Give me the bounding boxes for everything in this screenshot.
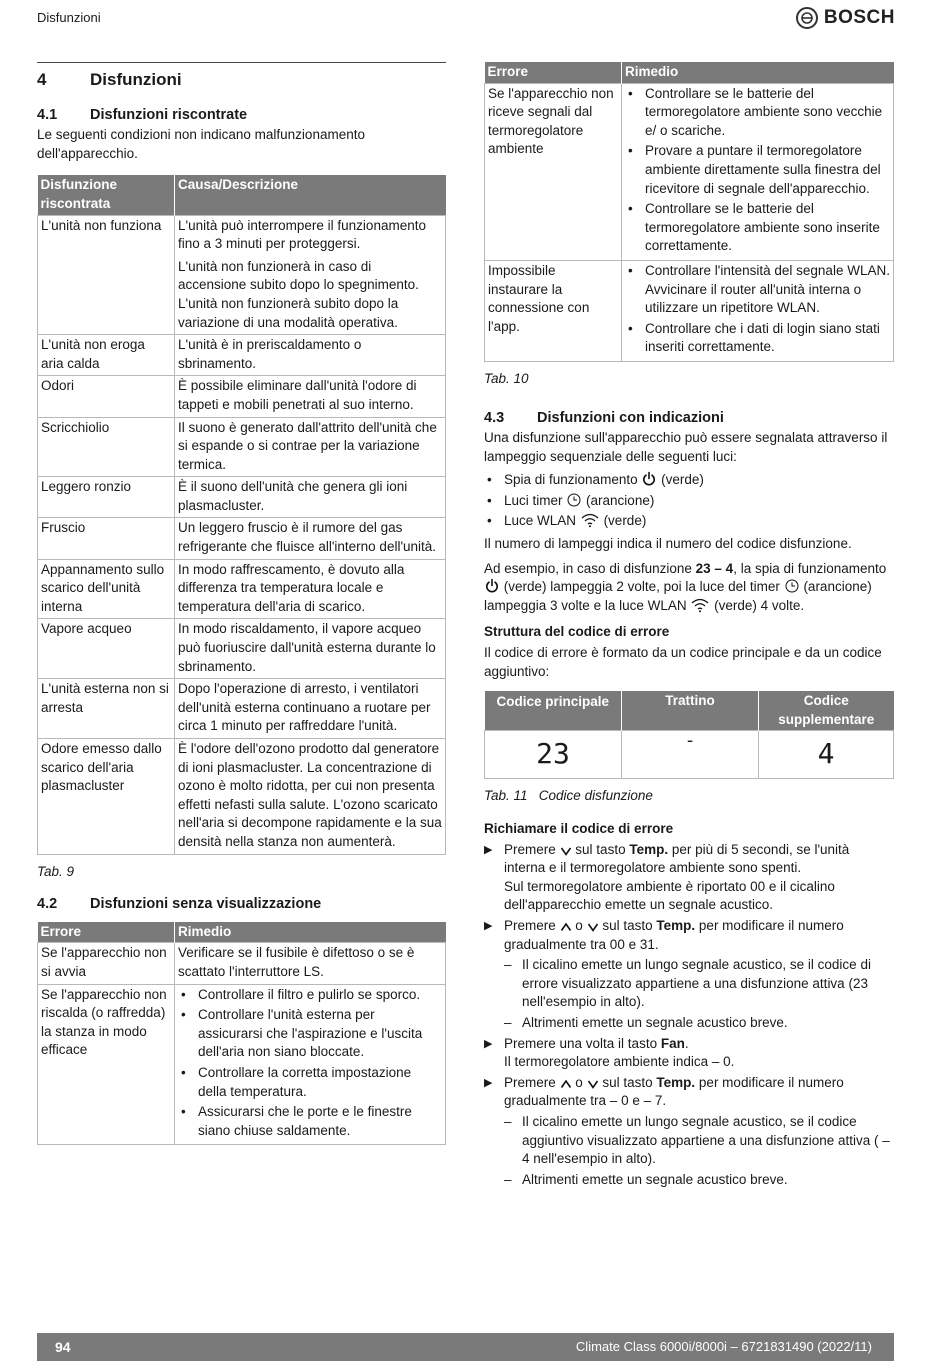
chevron-up-icon — [560, 1078, 572, 1090]
chevron-down-icon — [587, 921, 599, 933]
table-cell — [175, 477, 446, 518]
section-4-3-intro: Una disfunzione sull'apparecchio può essere segnalata attraverso il lampeggio sequenziale delle seguenti luci: — [484, 430, 888, 464]
chevron-down-icon — [587, 1078, 599, 1090]
table-row — [38, 739, 446, 855]
cell-paragraph: Un leggero fruscio è il rumore del gas refrigerante che fluisce all'interno dell'unità. — [178, 520, 437, 555]
list-item: • Spia di funzionamento (verde) — [484, 471, 894, 490]
remedy-list — [625, 262, 890, 357]
table-row — [485, 83, 894, 260]
table-cell: Leggero ronzio — [38, 477, 175, 518]
cell-paragraph: In modo raffrescamento, è dovuto alla differenza tra temperatura locale e temperatura dell'aria di scarico. — [178, 561, 405, 614]
cell-paragraph: È possibile eliminare dall'unità l'odore di tappeti e mobili penetrati al suo interno. — [178, 378, 417, 412]
table-cell — [622, 260, 894, 361]
table-cell — [175, 215, 446, 335]
table-row — [38, 679, 446, 739]
step-item: ▶ Premere o sul tasto Temp. per modificare il numero gradualmente tra – 0 e – 7. – Il cicalino emette un lungo segnale acustico, se il codice aggiuntivo visualizzato appartiene a una disfunzione attiva ( – 4 nell'esempio in alto). – Altrimenti emette un segnale acustico breve. — [484, 1074, 894, 1190]
power-icon — [484, 578, 500, 594]
table-row — [38, 215, 446, 335]
table-row — [38, 335, 446, 376]
table-row — [485, 260, 894, 361]
list-item: • Assicurarsi che le porte e le finestre siano chiuse saldamente. — [178, 1103, 442, 1140]
power-icon — [641, 471, 657, 487]
table-header: Codice principale — [485, 691, 622, 731]
table-cell — [175, 335, 446, 376]
table-row — [38, 477, 446, 518]
table-cell — [175, 619, 446, 679]
table-caption: Tab. 10 — [484, 370, 529, 386]
section-4-3-heading: 4.3 Disfunzioni con indicazioni — [484, 409, 724, 426]
list-item: • Provare a puntare il termoregolatore ambiente direttamente sulla finestra del ricevitore di segnale dell'apparecchio. — [625, 142, 890, 198]
list-item: • Controllare l'unità esterna per assicurarsi che l'aspirazione e l'uscita dell'aria non siano bloccate. — [178, 1006, 442, 1062]
cell-paragraph: L'unità è in preriscaldamento o sbrinamento. — [178, 337, 362, 371]
dash-item: – Altrimenti emette un segnale acustico breve. — [504, 1014, 788, 1030]
table-cell — [175, 679, 446, 739]
table-cell: Fruscio — [38, 518, 175, 559]
wifi-icon — [690, 597, 710, 613]
cell-paragraph: È il suono dell'unità che genera gli ioni plasmacluster. — [178, 479, 408, 513]
table-cell: Scricchiolio — [38, 417, 175, 477]
table-row — [38, 376, 446, 417]
chevron-up-icon — [560, 921, 572, 933]
clock-icon — [784, 578, 800, 594]
table-header: Rimedio — [622, 62, 894, 83]
table-11 — [484, 691, 894, 779]
table-cell: L'unità esterna non si arresta — [38, 679, 175, 739]
left-column — [37, 62, 446, 1145]
additional-code-display: 4 — [759, 731, 894, 779]
cell-paragraph: Il suono è generato dall'attrito dell'unità che si espande o si contrae per la variazione termica. — [178, 419, 437, 472]
table-cell: Appannamento sullo scarico dell'unità interna — [38, 559, 175, 619]
table-cell — [175, 984, 446, 1145]
step-item: ▶ Premere o sul tasto Temp. per modificare il numero gradualmente tra 00 e 31. – Il cicalino emette un lungo segnale acustico, se il codice di errore visualizzato appartiene a una disfunzione attiva (23 nell'esempio in alto). – Altrimenti emette un segnale acustico breve. — [484, 917, 894, 1033]
page-number: 94 — [55, 1339, 71, 1355]
table-caption: Tab. 9 — [37, 863, 75, 879]
recall-steps — [484, 841, 894, 1190]
table-cell: L'unità non funziona — [38, 215, 175, 335]
table-cell: Vapore acqueo — [38, 619, 175, 679]
lights-list — [484, 471, 894, 531]
list-item: • Controllare l'intensità del segnale WLAN. Avvicinare il router all'unità interna o utilizzare un ripetitore WLAN. — [625, 262, 890, 318]
table-row — [38, 943, 446, 984]
bosch-logo — [796, 7, 895, 29]
table-caption: Tab. 11 Codice disfunzione — [484, 788, 653, 804]
table-header: Disfunzione riscontrata — [38, 175, 175, 215]
section-4-1-intro: Le seguenti condizioni non indicano malfunzionamento dell'apparecchio. — [37, 127, 365, 161]
clock-icon — [566, 492, 582, 508]
cell-paragraph: In modo riscaldamento, il vapore acqueo può fuoriuscire dall'unità esterna durante lo sbrinamento. — [178, 621, 436, 674]
table-cell — [622, 83, 894, 260]
dash-display: - — [622, 731, 759, 779]
list-item: • Controllare il filtro e pulirlo se sporco. — [178, 986, 442, 1005]
cell-paragraph: L'unità può interrompere il funzionamento fino a 3 minuti per proteggersi. — [178, 217, 426, 252]
main-code-display: 23 — [485, 731, 622, 779]
brand-name: BOSCH — [823, 6, 895, 28]
table-cell: Se l'apparecchio non riscalda (o raffredda) la stanza in modo efficace — [38, 984, 175, 1145]
table-row — [485, 731, 894, 779]
table-header: Codice supplementare — [759, 691, 894, 731]
list-item: • Luci timer (arancione) — [484, 492, 894, 511]
section-4-1-heading: 4.1 Disfunzioni riscontrate — [37, 106, 248, 123]
table-header: Errore — [485, 62, 622, 83]
table-cell: Odore emesso dallo scarico dell'aria plasmacluster — [38, 739, 175, 855]
list-item: • Controllare se le batterie del termoregolatore ambiente sono inserite correttamente. — [625, 200, 890, 256]
table-10-part-2 — [484, 62, 894, 362]
bosch-armature-icon — [796, 7, 818, 29]
cell-paragraph: L'unità non funzionerà in caso di accensione subito dopo lo spegnimento. L'unità non funzionerà subito dopo la variazione di una modalità operativa. — [178, 258, 419, 330]
table-row — [38, 984, 446, 1145]
table-10-part-1 — [37, 922, 446, 1146]
list-item: • Controllare la corretta impostazione della temperatura. — [178, 1064, 442, 1101]
step-item: ▶ Premere una volta il tasto Fan. Il termoregolatore ambiente indica – 0. — [484, 1035, 735, 1070]
blink-count-text: Il numero di lampeggi indica il numero del codice disfunzione. — [484, 536, 852, 552]
table-cell — [175, 518, 446, 559]
table-row — [38, 619, 446, 679]
cell-paragraph: È l'odore dell'ozono prodotto dal generatore di ioni plasmacluster. La concentrazione di ozono è molto ridotta, per cui non presenta effetti nefasti sulla salute. L'ozono scaricato nell'aria si decompone rapidamente e la sua densità nella stanza non aumenterà. — [178, 741, 442, 849]
document-id: Climate Class 6000i/8000i – 6721831490 (2022/11) — [575, 1339, 872, 1354]
section-4-2-heading: 4.2 Disfunzioni senza visualizzazione — [37, 896, 322, 913]
table-row — [38, 518, 446, 559]
table-cell: Impossibile instaurare la connessione con l'app. — [485, 260, 622, 361]
chevron-down-icon — [560, 845, 572, 857]
table-cell — [175, 376, 446, 417]
dash-item: – Altrimenti emette un segnale acustico breve. — [504, 1171, 788, 1187]
table-cell — [175, 739, 446, 855]
table-cell: Odori — [38, 376, 175, 417]
table-cell: Se l'apparecchio non si avvia — [38, 943, 175, 984]
list-item: • Controllare che i dati di login siano stati inseriti correttamente. — [625, 320, 890, 357]
dash-item: – Il cicalino emette un lungo segnale acustico, se il codice aggiuntivo visualizzato appartiene a una disfunzione attiva ( – 4 nell'esempio in alto). — [504, 1113, 890, 1167]
error-structure-title: Struttura del codice di errore — [484, 624, 670, 640]
remedy-list — [625, 85, 890, 256]
list-item: • Controllare se le batterie del termoregolatore ambiente sono vecchie e/ o scariche. — [625, 85, 890, 141]
table-cell: L'unità non eroga aria calda — [38, 335, 175, 376]
chapter-heading: 4 Disfunzioni — [37, 70, 182, 89]
table-row — [38, 417, 446, 477]
table-cell: Verificare se il fusibile è difettoso o se è scattato l'interruttore LS. — [175, 943, 446, 984]
list-item: • Luce WLAN (verde) — [484, 512, 894, 531]
example-text: Ad esempio, in caso di disfunzione 23 – 4, la spia di funzionamento (verde) lampeggia 2 volte, poi la luce del timer (arancione) lampeggia 3 volte e la luce WLAN (verde) 4 volte. — [484, 560, 887, 613]
dash-item: – Il cicalino emette un lungo segnale acustico, se il codice di errore visualizzato appartiene a una disfunzione attiva (23 nell'esempio in alto). — [504, 957, 871, 1010]
cell-paragraph: Dopo l'operazione di arresto, i ventilatori dell'unità esterna continuano a ruotare per circa 1 minuto per raffreddare l'unità. — [178, 681, 431, 734]
page-footer — [37, 1333, 894, 1361]
table-header: Trattino — [622, 691, 759, 731]
step-item: ▶ Premere sul tasto Temp. per più di 5 secondi, se l'unità interna e il termoregolatore ambiente sono spenti. Sul termoregolatore ambiente è riportato 00 e il cicalino dell'apparecchio emette un segnale acustico. — [484, 841, 850, 913]
error-structure-text: Il codice di errore è formato da un codice principale e da un codice aggiuntivo: — [484, 645, 882, 679]
table-header: Errore — [38, 922, 175, 943]
table-cell — [175, 417, 446, 477]
chapter-rule — [37, 62, 446, 63]
wifi-icon — [580, 512, 600, 528]
recall-title: Richiamare il codice di errore — [484, 821, 674, 836]
table-header: Rimedio — [175, 922, 446, 943]
table-cell — [175, 559, 446, 619]
table-9 — [37, 175, 446, 854]
header-section-title: Disfunzioni — [37, 10, 101, 25]
table-header: Causa/Descrizione — [175, 175, 446, 215]
table-cell: Se l'apparecchio non riceve segnali dal termoregolatore ambiente — [485, 83, 622, 260]
table-row — [38, 559, 446, 619]
remedy-list — [178, 986, 442, 1141]
right-column — [484, 62, 894, 1191]
